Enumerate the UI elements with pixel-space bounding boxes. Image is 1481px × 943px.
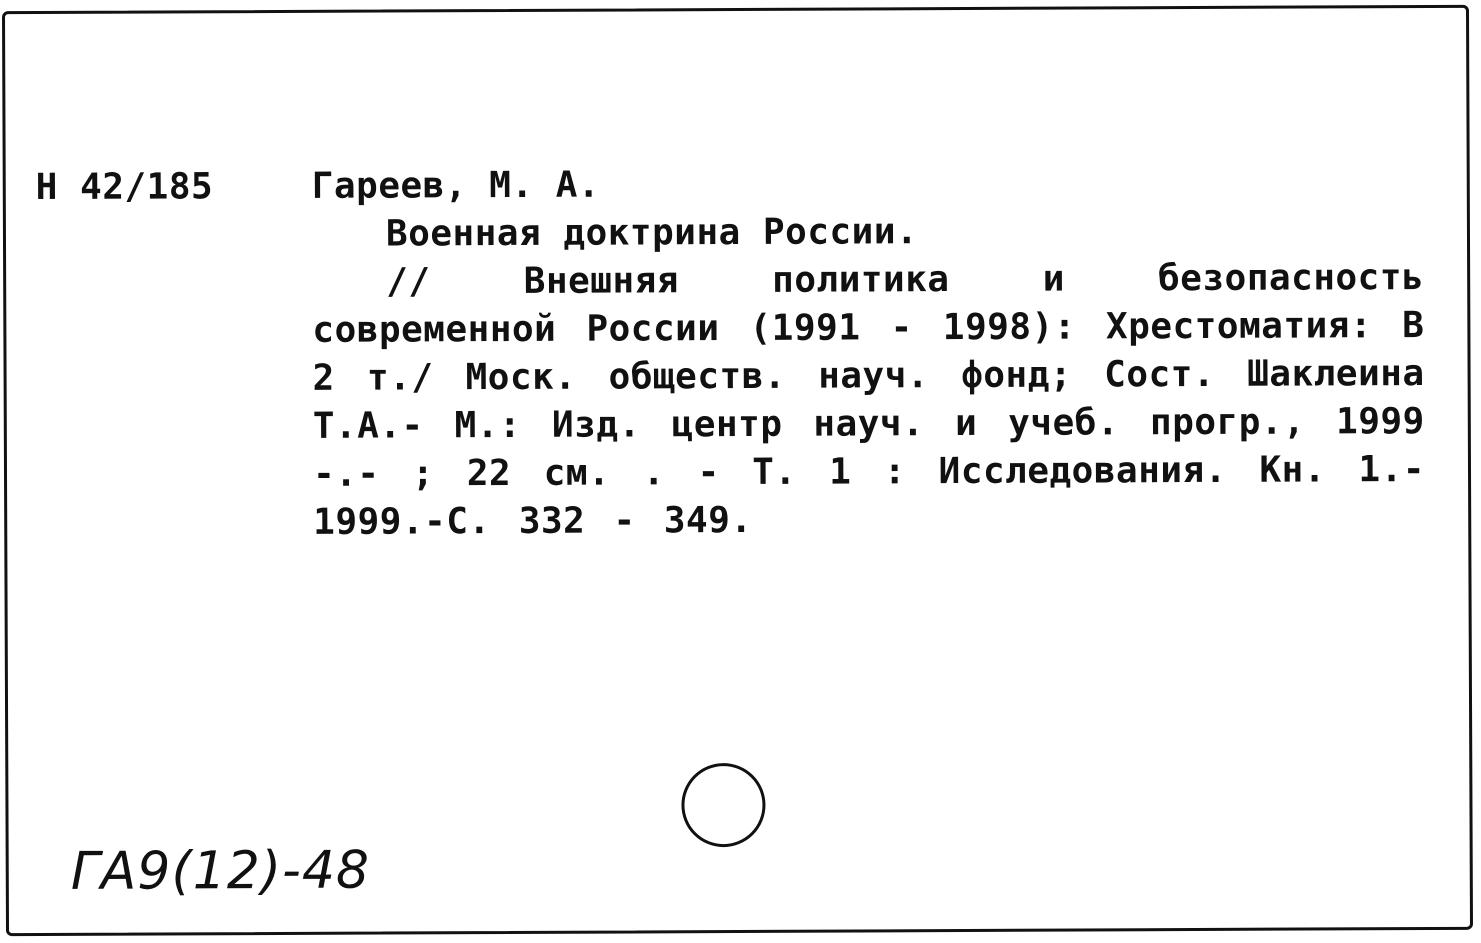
author-name: Гареев, М. А. [311,164,601,207]
work-title: Военная доктрина России. [385,211,919,255]
bibliographic-description: // Внешняя политика и безопасность современной России (1991 - 1998): Хрестоматия: В 2 т./ Моск. обществ. науч. фонд; Сост. Шаклеина Т.А.- М.: Изд. центр науч. и учеб. прогр., 1999 -.- ; 22 см. . - Т. 1 : Исследования. Кн. 1.- 1999.-С. 332 - 349. [312,257,1426,543]
bibliographic-entry [312,158,1426,547]
handwritten-classification-code: ГА9(12)-48 [70,840,371,902]
punch-hole [681,763,765,847]
shelf-mark: Н 42/185 [35,166,214,209]
catalog-card [2,5,1473,936]
